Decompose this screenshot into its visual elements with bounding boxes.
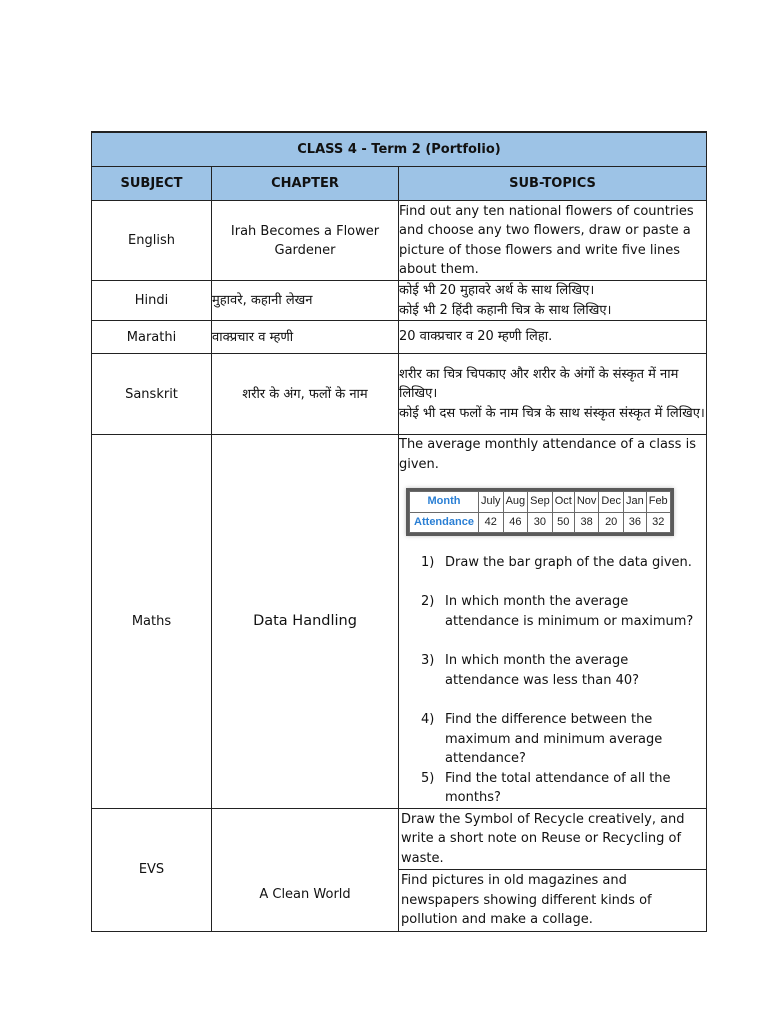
list-item xyxy=(421,553,706,573)
portfolio-table xyxy=(91,131,707,932)
table-row xyxy=(92,321,707,354)
header-subject: SUBJECT xyxy=(92,167,212,201)
subtopic-evs-1: Draw the Symbol of Recycle creatively, and write a short note on Reuse or Recycling of waste. xyxy=(399,809,706,871)
subtopic-sanskrit-line-2: कोई भी दस फलों के नाम चित्र के साथ संस्कृत संस्कृत में लिखिए। xyxy=(399,405,705,421)
question-number: 4) xyxy=(421,712,435,727)
subtopic-marathi: 20 वाक्प्रचार व 20 म्हणी लिहा. xyxy=(399,321,707,354)
list-item xyxy=(421,769,706,808)
attendance-month-cell: Sep xyxy=(528,492,553,513)
list-spacer xyxy=(421,631,706,651)
attendance-month-cell: Jan xyxy=(623,492,646,513)
attendance-value-row xyxy=(410,512,671,533)
chapter-hindi: मुहावरे, कहानी लेखन xyxy=(212,281,399,321)
attendance-month-label: Month xyxy=(410,492,479,513)
subtopic-maths xyxy=(399,435,707,809)
attendance-value-cell: 42 xyxy=(479,512,504,533)
attendance-month-row xyxy=(410,492,671,513)
question-number: 2) xyxy=(421,594,435,609)
list-item xyxy=(421,710,706,769)
attendance-value-cell: 50 xyxy=(552,512,574,533)
attendance-value-label: Attendance xyxy=(410,512,479,533)
attendance-table-image xyxy=(406,488,674,536)
subject-sanskrit: Sanskrit xyxy=(92,354,212,435)
question-number: 3) xyxy=(421,653,435,668)
subtopic-evs xyxy=(399,808,707,931)
attendance-value-cell: 32 xyxy=(646,512,670,533)
chapter-evs: A Clean World xyxy=(212,808,399,931)
question-list xyxy=(399,553,706,808)
attendance-month-cell: Aug xyxy=(503,492,528,513)
subject-maths: Maths xyxy=(92,435,212,809)
subtopic-sanskrit xyxy=(399,354,707,435)
list-spacer xyxy=(421,690,706,710)
chapter-marathi: वाक्प्रचार व म्हणी xyxy=(212,321,399,354)
attendance-month-cell: July xyxy=(479,492,504,513)
subject-marathi: Marathi xyxy=(92,321,212,354)
subject-english: English xyxy=(92,201,212,281)
attendance-value-cell: 38 xyxy=(574,512,599,533)
table-row xyxy=(92,808,707,931)
attendance-table xyxy=(409,491,671,533)
subject-hindi: Hindi xyxy=(92,281,212,321)
list-item xyxy=(421,651,706,690)
subtopic-sanskrit-line-1: शरीर का चित्र चिपकाए और शरीर के अंगों के संस्कृत में नाम लिखिए। xyxy=(399,366,679,402)
table-row xyxy=(92,354,707,435)
subtopic-evs-2: Find pictures in old magazines and newspapers showing different kinds of pollution and make a collage. xyxy=(401,873,652,927)
question-number: 5) xyxy=(421,770,435,786)
maths-intro: The average monthly attendance of a class is given. xyxy=(399,437,696,472)
header-chapter: CHAPTER xyxy=(212,167,399,201)
subject-evs: EVS xyxy=(92,808,212,931)
table-row xyxy=(92,281,707,321)
chapter-sanskrit: शरीर के अंग, फलों के नाम xyxy=(212,354,399,435)
attendance-month-cell: Oct xyxy=(552,492,574,513)
list-spacer xyxy=(421,572,706,592)
list-item xyxy=(421,592,706,631)
question-text: Draw the bar graph of the data given. xyxy=(445,554,692,570)
header-subtopics: SUB-TOPICS xyxy=(399,167,707,201)
attendance-value-cell: 30 xyxy=(528,512,553,533)
attendance-month-cell: Dec xyxy=(599,492,624,513)
attendance-month-cell: Feb xyxy=(646,492,670,513)
chapter-english: Irah Becomes a Flower Gardener xyxy=(212,201,399,281)
attendance-value-cell: 36 xyxy=(623,512,646,533)
attendance-value-cell: 46 xyxy=(503,512,528,533)
subtopic-hindi-line-2: कोई भी 2 हिंदी कहानी चित्र के साथ लिखिए। xyxy=(399,302,612,318)
table-title: CLASS 4 - Term 2 (Portfolio) xyxy=(92,132,707,167)
subtopic-hindi xyxy=(399,281,707,321)
question-text: Find the total attendance of all the months? xyxy=(445,770,671,805)
attendance-month-cell: Nov xyxy=(574,492,599,513)
question-text: Find the difference between the maximum and minimum average attendance? xyxy=(445,712,663,766)
question-text: In which month the average attendance was less than 40? xyxy=(445,653,640,688)
subtopic-hindi-line-1: कोई भी 20 मुहावरे अर्थ के साथ लिखिए। xyxy=(399,283,595,298)
subtopic-english: Find out any ten national flowers of countries and choose any two flowers, draw or paste a picture of those flowers and write five lines about them. xyxy=(399,201,707,281)
table-row xyxy=(92,201,707,281)
chapter-maths: Data Handling xyxy=(212,435,399,809)
attendance-value-cell: 20 xyxy=(599,512,624,533)
table-row xyxy=(92,435,707,809)
question-number: 1) xyxy=(421,554,435,570)
question-text: In which month the average attendance is minimum or maximum? xyxy=(445,594,694,629)
